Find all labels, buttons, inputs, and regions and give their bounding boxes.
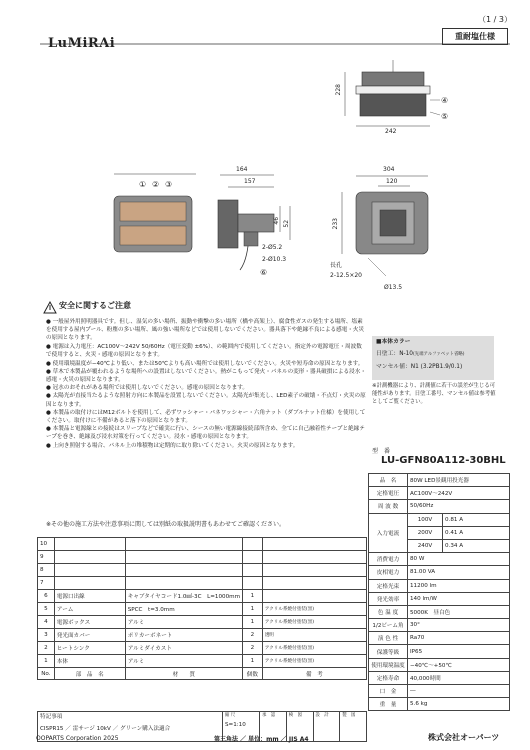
part-qty: 2 — [243, 629, 263, 642]
spec-value: 30° — [408, 619, 510, 632]
part-no: 9 — [38, 551, 55, 564]
safety-item-text: 草木で本製品が覆われるような場所への設置はしないでください。熱がこもって発火・パネルの変形・器具破損による浸水・感電・火災の原因となります。 — [46, 368, 366, 383]
part-qty: 2 — [243, 642, 263, 655]
spec-key: 1/2ビーム角 — [369, 619, 408, 632]
part-material: ポリカーボネート — [125, 629, 242, 642]
dim-46: 46 — [273, 216, 281, 225]
part-name — [54, 551, 125, 564]
part-no: 8 — [38, 564, 55, 577]
spec-row — [369, 619, 510, 632]
part-no: 6 — [38, 590, 55, 603]
part-material — [125, 538, 242, 551]
spec-key: 皮相電力 — [369, 566, 408, 579]
safety-item-text: 使用環境温度が−40℃より低い、または50℃よりも高い場所では使用しないでください。火災や短寿命の原因となります。 — [52, 360, 364, 367]
spec-row — [369, 658, 510, 671]
color-code: 日塗工：N-10 — [376, 351, 413, 357]
spec-key: 口 金 — [369, 685, 408, 698]
part-name: 本体 — [54, 655, 125, 668]
part-note: 透明 — [262, 629, 366, 642]
part-note: アクリル系焼付塗装(黒) — [262, 603, 366, 616]
spec-row — [369, 579, 510, 592]
color-box — [372, 336, 494, 380]
safety-footnote: ※その他の施工方法や注意事項に関しては別紙の取扱説明書もあわせてご確認ください。 — [46, 521, 286, 528]
part-name: ヒートシンク — [54, 642, 125, 655]
part-qty — [243, 538, 263, 551]
part-no: 5 — [38, 603, 55, 616]
part-note: アクリル系焼付塗装(黒) — [262, 642, 366, 655]
variant-label: 重耐塩仕様 — [442, 28, 508, 45]
part-note — [262, 538, 366, 551]
parts-header-no: No. — [38, 668, 55, 680]
dim-228: 228 — [334, 84, 342, 96]
spec-value: 81.00 VA — [408, 566, 510, 579]
spec-row — [369, 605, 510, 618]
hole-dim-2: 2-Ø10.3 — [262, 256, 287, 263]
part-material: アルミ — [125, 655, 242, 668]
part-no: 1 — [38, 655, 55, 668]
parts-header-note: 備 考 — [262, 668, 366, 680]
spec-key: 定格寿命 — [369, 671, 408, 684]
callout-1: ① — [139, 180, 147, 189]
spec-key: 色 温 度 — [369, 605, 408, 618]
spec-row — [369, 671, 510, 684]
safety-item-text: 電源は入力電圧：AC100V〜242V 50/60Hz（電圧変動 ±6%）、の範囲内で使用してください。指定外の電源電圧・周波数で使用すると、火災・感電の原因となります。 — [46, 344, 362, 359]
spec-key: 周 波 数 — [369, 500, 408, 513]
parts-row — [38, 590, 367, 603]
parts-header-row — [38, 668, 367, 680]
part-no: 2 — [38, 642, 55, 655]
spec-key: 消費電力 — [369, 553, 408, 566]
color-box-line2: マンセル値：N1 (3.2PB1.9/0.1) — [376, 364, 463, 370]
dia-dim: Ø13.5 — [384, 284, 403, 291]
safety-item: ● 電源は入力電圧：AC100V〜242V 50/60Hz（電圧変動 ±6%）、の範囲内で使用してください。指定外の電源電圧・周波数で使用すると、火災・感電の原因となります。 — [46, 344, 362, 359]
part-qty — [243, 551, 263, 564]
spec-row — [369, 553, 510, 566]
spec-row — [369, 500, 510, 513]
part-note — [262, 577, 366, 590]
spec-row — [369, 632, 510, 645]
spec-row — [369, 685, 510, 698]
spec-key: 保護等級 — [369, 645, 408, 658]
parts-row — [38, 551, 367, 564]
part-qty — [243, 577, 263, 590]
spec-value: Ra70 — [408, 632, 510, 645]
spec-row — [369, 698, 510, 711]
hole-dim-1: 2-Ø5.2 — [262, 244, 283, 251]
spec-value: 5.6 kg — [408, 698, 510, 711]
spec-value: 80 W — [408, 553, 510, 566]
spec-row — [369, 474, 510, 487]
side-view-top — [345, 60, 440, 126]
parts-row — [38, 564, 367, 577]
part-material: SPCC t=3.0mm — [125, 603, 242, 616]
color-note: ※計測機器により、計測値に若干の誤差が生じる可能性があります。日塗工番号、マンセル値は参考値としてご覧ください。 — [372, 383, 496, 405]
input-voltage: 200V — [408, 526, 443, 539]
slot-dim: 2-12.5×20 — [330, 272, 363, 279]
safety-item: ● 本製品の取付けにはM12ボルトを使用して、必ずワッシャー・バネワッシャー・六角ナット（ダブルナット仕様）を使用してください。取付けに不備があると落下の原因となります。 — [46, 409, 366, 424]
part-name: 電源ボックス — [54, 616, 125, 629]
part-no: 10 — [38, 538, 55, 551]
part-qty: 1 — [243, 603, 263, 616]
color-box-line1 — [376, 348, 490, 361]
input-voltage: 100V — [408, 513, 443, 526]
safety-item-text: 上向き照射する場合、パネル上の堆積物は定期的に取り除いてください。火災の原因となります。 — [52, 442, 299, 449]
parts-header-material: 材 質 — [125, 668, 242, 680]
spec-row — [369, 592, 510, 605]
safety-item: ● 冠水のおそれがある場所では使用しないでください。感電の原因となります。 — [46, 385, 249, 392]
parts-row — [38, 655, 367, 668]
footer-copyright: OOPARTS Corporation 2025 — [36, 735, 119, 742]
slot-label: 長孔 — [330, 262, 343, 269]
spec-row — [369, 566, 510, 579]
spec-key: 使用環境温度 — [369, 658, 408, 671]
part-name: 発光面カバー — [54, 629, 125, 642]
callout-5: ⑤ — [441, 112, 449, 121]
safety-item: ● 草木で本製品が覆われるような場所への設置はしないでください。熱がこもって発火・パネルの変形・器具破損による浸水・感電・火災の原因となります。 — [46, 368, 366, 383]
part-qty: 1 — [243, 590, 263, 603]
input-current-label: 入力電流 — [369, 513, 408, 553]
safety-item: ● 上向き照射する場合、パネル上の堆積物は定期的に取り除いてください。火災の原因となります。 — [46, 442, 299, 449]
part-name: アーム — [54, 603, 125, 616]
spec-value: 50/60Hz — [408, 500, 510, 513]
dim-157: 157 — [244, 178, 256, 185]
safety-item: ● 太陽光が直接当たるような照射方向に本製品を設置しないでください。太陽光が集光し、LED素子の破壊・不点灯・火災の原因となります。 — [46, 393, 366, 408]
spec-value: ― — [408, 685, 510, 698]
dim-233: 233 — [331, 218, 339, 230]
part-material: キャブタイヤコード1.0㎟-3C L=1000mm — [125, 590, 242, 603]
spec-value: 80W LED景観用投光器 — [408, 474, 510, 487]
color-code-note: (先端アルファベット省略) — [413, 352, 465, 357]
parts-row — [38, 538, 367, 551]
part-material: アルミダイカスト — [125, 642, 242, 655]
spec-key: 発光効率 — [369, 592, 408, 605]
part-name — [54, 538, 125, 551]
part-note: アクリル系焼付塗装(黒) — [262, 616, 366, 629]
special-label: 特記事項 — [40, 714, 63, 720]
parts-row — [38, 577, 367, 590]
callout-2: ② — [152, 180, 160, 189]
safety-item-text: 本製品の取付けにはM12ボルトを使用して、必ずワッシャー・バネワッシャー・六角ナット（ダブルナット仕様）を使用してください。取付けに不備があると落下の原因となります。 — [46, 409, 366, 424]
sign-cell-3: 設 計 — [313, 712, 340, 742]
spec-value: 11200 lm — [408, 579, 510, 592]
part-no: 4 — [38, 616, 55, 629]
part-note — [262, 551, 366, 564]
spec-value: AC100V〜242V — [408, 487, 510, 500]
sign-cell-2: 検 図 — [286, 712, 313, 742]
part-qty: 1 — [243, 616, 263, 629]
part-material — [125, 551, 242, 564]
spec-key: 演 色 性 — [369, 632, 408, 645]
dim-52: 52 — [283, 219, 291, 228]
parts-table — [37, 537, 367, 680]
parts-row — [38, 642, 367, 655]
safety-list — [46, 318, 366, 450]
special-text: CISPR15 ／ 雷サージ 10kV ／ グリーン購入法適合 — [40, 726, 171, 732]
dim-304: 304 — [383, 166, 395, 173]
spec-table — [368, 473, 510, 711]
brand-logo: LuMiRAi — [48, 36, 116, 51]
spec-key: 定格光束 — [369, 579, 408, 592]
spec-value: 40,000時間 — [408, 671, 510, 684]
spec-value: 5000K 昼白色 — [408, 605, 510, 618]
part-note — [262, 590, 366, 603]
part-material — [125, 577, 242, 590]
dim-120: 120 — [386, 178, 398, 185]
model-number: LU-GFN80A112-30BHL — [381, 455, 506, 466]
model-label: 型 番 — [372, 448, 391, 455]
input-current-row — [369, 513, 510, 526]
part-material: アルミ — [125, 616, 242, 629]
spec-value: IP65 — [408, 645, 510, 658]
callout-3: ③ — [165, 180, 173, 189]
footer-company: 株式会社オーパーツ — [428, 733, 500, 742]
color-box-title: ■本体カラー — [376, 339, 411, 345]
input-current: 0.34 A — [443, 539, 510, 552]
dim-242: 242 — [385, 128, 397, 135]
parts-row — [38, 629, 367, 642]
part-name — [54, 564, 125, 577]
part-qty: 1 — [243, 655, 263, 668]
part-no: 7 — [38, 577, 55, 590]
spec-key: 定格電圧 — [369, 487, 408, 500]
part-qty — [243, 564, 263, 577]
parts-header-name: 部 品 名 — [54, 668, 125, 680]
input-voltage: 240V — [408, 539, 443, 552]
spec-key: 重 量 — [369, 698, 408, 711]
scale-label: 縮 尺 — [225, 713, 236, 718]
callout-4: ④ — [441, 96, 449, 105]
safety-item: ● 本製品と電源線との接続はスリーブなどで確実に行い、シースの無い電源線接続部所含め、全てに自己融着性テープと絶縁テープを巻き、絶縁及び浸水対策を行ってください。浸水・感電の原因となります。 — [46, 426, 365, 441]
safety-item-text: 本製品と電源線との接続はスリーブなどで確実に行い、シースの無い電源線接続部所含め、全てに自己融着性テープと絶縁テープを巻き、絶縁及び浸水対策を行ってください。浸水・感電の原因となります。 — [46, 426, 365, 441]
part-name: 電源口出線 — [54, 590, 125, 603]
parts-header-qty: 個数 — [243, 668, 263, 680]
sign-cell-4: 製 図 — [340, 712, 367, 742]
spec-value: 140 lm/W — [408, 592, 510, 605]
spec-row — [369, 487, 510, 500]
footer-projection: 第三角法 ／ 単位：mm ／ JIS A4 — [214, 736, 309, 743]
safety-item-text: 一般屋外用照明器具です。但し、湿気の多い場所、振動や衝撃の多い場所（橋や高架上）、腐食性ガスの発生する場所、塩素を使用する屋内プール、粉塵の多い場所、風の強い場所などでは使用しないでください。器具落下や絶縁不良による感電・火災の原因となります。 — [46, 319, 365, 342]
back-view — [342, 176, 428, 276]
safety-item: ● 一般屋外用照明器具です。但し、湿気の多い場所、振動や衝撃の多い場所（橋や高架上）、腐食性ガスの発生する場所、塩素を使用する屋内プール、粉塵の多い場所、風の強い場所などでは使用しないでください。器具落下や絶縁不良による感電・火災の原因となります。 — [46, 319, 365, 342]
part-note — [262, 564, 366, 577]
page-number: （1 / 3） — [478, 15, 512, 24]
scale-value: S=1:10 — [225, 722, 246, 728]
part-note: アクリル系焼付塗装(黒) — [262, 655, 366, 668]
spec-value: −40℃〜+50℃ — [408, 658, 510, 671]
input-current: 0.41 A — [443, 526, 510, 539]
sign-cell-1: 承 認 — [260, 712, 287, 742]
safety-item-text: 冠水のおそれがある場所では使用しないでください。感電の原因となります。 — [52, 385, 249, 392]
part-no: 3 — [38, 629, 55, 642]
parts-row — [38, 603, 367, 616]
part-material — [125, 564, 242, 577]
part-name — [54, 577, 125, 590]
safety-title: 安全に関するご注意 — [59, 301, 131, 310]
parts-row — [38, 616, 367, 629]
input-current: 0.81 A — [443, 513, 510, 526]
spec-row — [369, 645, 510, 658]
spec-key: 品 名 — [369, 474, 408, 487]
safety-item-text: 太陽光が直接当たるような照射方向に本製品を設置しないでください。太陽光が集光し、LED素子の破壊・不点灯・火災の原因となります。 — [46, 393, 366, 408]
dim-164: 164 — [236, 166, 248, 173]
safety-item: ● 使用環境温度が−40℃より低い、または50℃よりも高い場所では使用しないでください。火災や短寿命の原因となります。 — [46, 360, 364, 367]
callout-6: ⑥ — [260, 268, 268, 277]
